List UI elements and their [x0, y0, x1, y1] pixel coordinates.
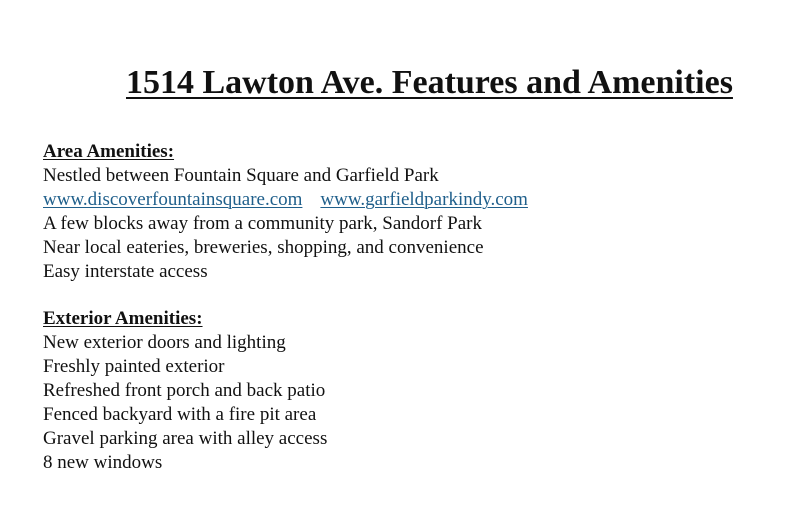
garfield-park-link[interactable]: www.garfieldparkindy.com [320, 189, 528, 210]
fountain-square-link[interactable]: www.discoverfountainsquare.com [43, 189, 303, 210]
exterior-amenities-section [43, 307, 763, 475]
area-amenities-section [43, 140, 763, 284]
exterior-amenities-heading: Exterior Amenities: [43, 308, 203, 329]
list-item: Refreshed front porch and back patio [43, 380, 326, 401]
list-item: Freshly painted exterior [43, 356, 225, 377]
exterior-amenities-list [43, 331, 763, 475]
list-item: Gravel parking area with alley access [43, 428, 328, 449]
list-item: Fenced backyard with a fire pit area [43, 404, 317, 425]
area-intro-text: Nestled between Fountain Square and Garfield Park [43, 165, 439, 186]
area-links-row [43, 188, 763, 212]
page-title: 1514 Lawton Ave. Features and Amenities [126, 64, 733, 101]
area-amenities-list [43, 212, 763, 284]
area-amenities-heading: Area Amenities: [43, 141, 175, 162]
list-item: 8 new windows [43, 452, 163, 473]
list-item: Easy interstate access [43, 261, 208, 282]
list-item: Near local eateries, breweries, shopping, and convenience [43, 237, 484, 258]
list-item: New exterior doors and lighting [43, 332, 286, 353]
list-item: A few blocks away from a community park, Sandorf Park [43, 213, 483, 234]
